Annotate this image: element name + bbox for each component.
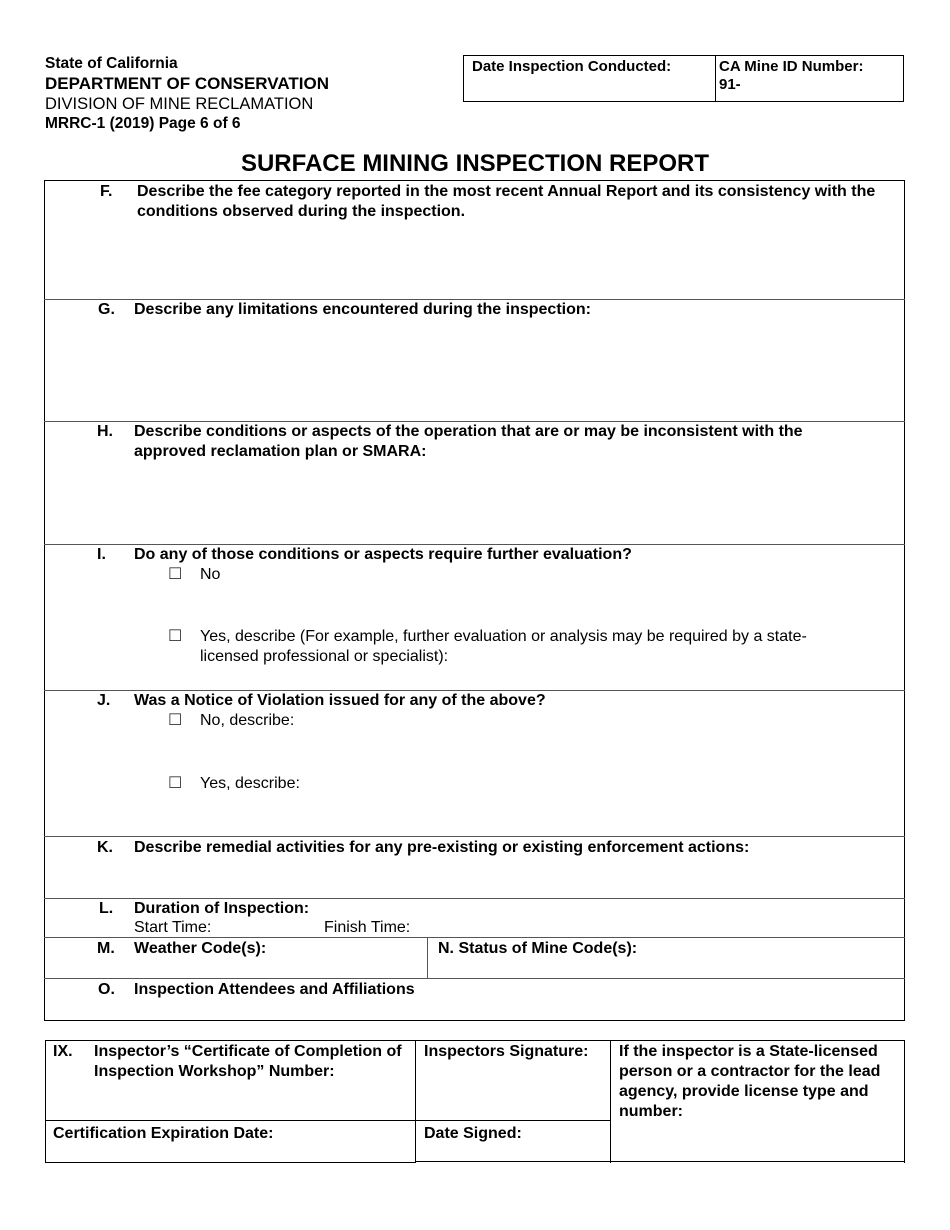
section-i	[44, 545, 905, 690]
divider	[45, 1120, 610, 1121]
section-j-question: Was a Notice of Violation issued for any of the above?	[134, 692, 546, 709]
division-name: DIVISION OF MINE RECLAMATION	[45, 95, 314, 113]
date-inspection-field[interactable]	[464, 56, 716, 101]
checkbox-no[interactable]: ☐	[168, 712, 183, 729]
option-yes-label: Yes, describe (For example, further evaluation or analysis may be required by a state-licensed professional or specialist):	[200, 628, 807, 665]
divider	[415, 1040, 416, 1163]
section-h[interactable]	[44, 422, 905, 544]
section-i-question: Do any of those conditions or aspects require further evaluation?	[134, 546, 632, 563]
signature-table	[45, 1040, 905, 1163]
checkbox-yes[interactable]: ☐	[168, 775, 183, 792]
mine-id-value: 91-	[719, 76, 741, 93]
certificate-number-field[interactable]: Inspector’s “Certificate of Completion of Inspection Workshop” Number:	[94, 1043, 402, 1080]
section-h-question: Describe conditions or aspects of the operation that are or may be inconsistent with the approved reclamation plan or SMARA:	[134, 423, 803, 460]
section-o[interactable]	[44, 979, 905, 1020]
section-m-question: Weather Code(s):	[134, 940, 267, 957]
section-letter: M.	[97, 940, 115, 957]
header-info-box	[463, 55, 904, 102]
divider	[610, 1040, 611, 1163]
divider	[45, 1040, 46, 1163]
section-l	[44, 899, 905, 937]
finish-time-label[interactable]: Finish Time:	[324, 919, 411, 936]
section-o-question: Inspection Attendees and Affiliations	[134, 981, 415, 998]
page-title: SURFACE MINING INSPECTION REPORT	[240, 150, 710, 177]
checkbox-yes[interactable]: ☐	[168, 628, 183, 645]
section-n-question: N. Status of Mine Code(s):	[438, 940, 638, 957]
section-g-question: Describe any limitations encountered during the inspection:	[134, 301, 591, 318]
section-l-question: Duration of Inspection:	[134, 900, 310, 917]
date-signed-field[interactable]: Date Signed:	[424, 1125, 522, 1142]
date-inspection-label: Date Inspection Conducted:	[472, 58, 672, 75]
start-time-label[interactable]: Start Time:	[134, 919, 212, 936]
option-no-label: No, describe:	[200, 712, 295, 729]
section-letter: O.	[98, 981, 115, 998]
section-f[interactable]	[44, 181, 905, 299]
section-n[interactable]	[428, 938, 905, 978]
section-g[interactable]	[44, 300, 905, 421]
option-yes-label: Yes, describe:	[200, 775, 300, 792]
mine-id-field[interactable]	[716, 56, 903, 105]
section-letter: L.	[99, 900, 114, 917]
section-letter: F.	[100, 183, 113, 200]
license-field[interactable]: If the inspector is a State-licensed person or a contractor for the lead agency, provide license type and number:	[619, 1043, 881, 1120]
section-f-question: Describe the fee category reported in the most recent Annual Report and its consistency with the conditions observed during the inspection.	[137, 183, 876, 220]
divider	[45, 1162, 415, 1163]
form-id: MRRC-1 (2019) Page 6 of 6	[45, 115, 241, 132]
divider	[904, 1040, 905, 1163]
certification-expiration-field[interactable]: Certification Expiration Date:	[53, 1125, 274, 1142]
section-number: IX.	[53, 1043, 73, 1060]
section-letter: J.	[97, 692, 111, 709]
section-letter: I.	[97, 546, 106, 563]
divider	[415, 1161, 610, 1162]
section-letter: H.	[97, 423, 113, 440]
mine-id-label: CA Mine ID Number:	[719, 58, 864, 75]
section-m[interactable]	[44, 938, 427, 978]
divider	[610, 1161, 905, 1162]
checkbox-no[interactable]: ☐	[168, 566, 183, 583]
divider	[45, 1040, 905, 1041]
section-letter: K.	[97, 839, 113, 856]
section-j	[44, 691, 905, 836]
agency-header	[45, 54, 329, 134]
option-no-label: No	[200, 566, 221, 583]
section-letter: G.	[98, 301, 115, 318]
section-k-question: Describe remedial activities for any pre-existing or existing enforcement actions:	[134, 839, 750, 856]
state-name: State of California	[45, 55, 178, 72]
inspector-signature-field[interactable]: Inspectors Signature:	[424, 1043, 589, 1060]
section-k[interactable]	[44, 837, 905, 898]
department-name: DEPARTMENT OF CONSERVATION	[45, 74, 329, 93]
